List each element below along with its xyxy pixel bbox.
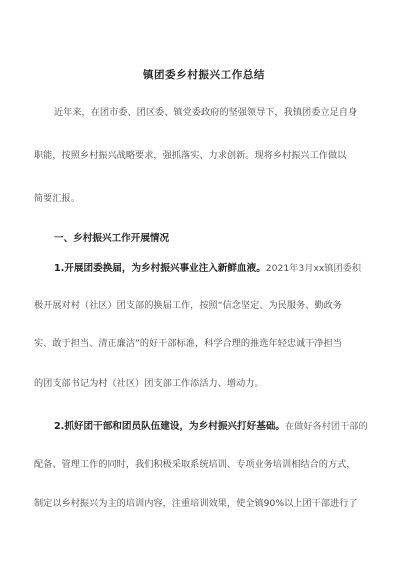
intro-line-1: 近年来，在团市委、团区委、镇党委政府的坚强领导下，我镇团委立足自身 xyxy=(54,107,358,118)
item1-bold-lead: 1.开展团委换届，为乡村振兴事业注入新鲜血液。 xyxy=(54,263,266,274)
section-heading: 一、乡村振兴工作开展情况 xyxy=(54,233,170,244)
item2-line-3: 制定以乡村振兴为主的培训内容，注重培训效果，使全镇90%以上团干部进行了 xyxy=(34,498,358,509)
item1-line-3: 实、敢于担当、清正廉洁”的好干部标准，科学合理的推选年轻忠诚干净担当 xyxy=(34,338,342,349)
intro-line-3: 简要汇报。 xyxy=(34,193,80,204)
item2-bold-lead: 2.抓好团干部和团员队伍建设，为乡村振兴打好基础。 xyxy=(54,421,285,432)
item1-line-4: 的团支部书记为村（社区）团支部工作添活力、增动力。 xyxy=(34,378,264,389)
item2-line-2: 配备、管理工作的同时，我们积极采取系统培训、专项业务培训相结合的方式， xyxy=(34,459,356,470)
item1-line-2: 极开展对村（社区）团支部的换届工作，按照“信念坚定、为民服务、勤政务 xyxy=(34,300,342,311)
item1-first-line xyxy=(54,263,361,275)
intro-line-2: 职能，按照乡村振兴战略要求，强抓落实、力求创新。现将乡村振兴工作做以 xyxy=(34,150,347,161)
item1-lead-rest: 2021年3月xx镇团委积 xyxy=(265,263,362,274)
document-title: 镇团委乡村振兴工作总结 xyxy=(142,69,266,81)
item2-first-line xyxy=(54,421,368,433)
item2-lead-rest: 在做好各村团干部的 xyxy=(284,421,368,432)
